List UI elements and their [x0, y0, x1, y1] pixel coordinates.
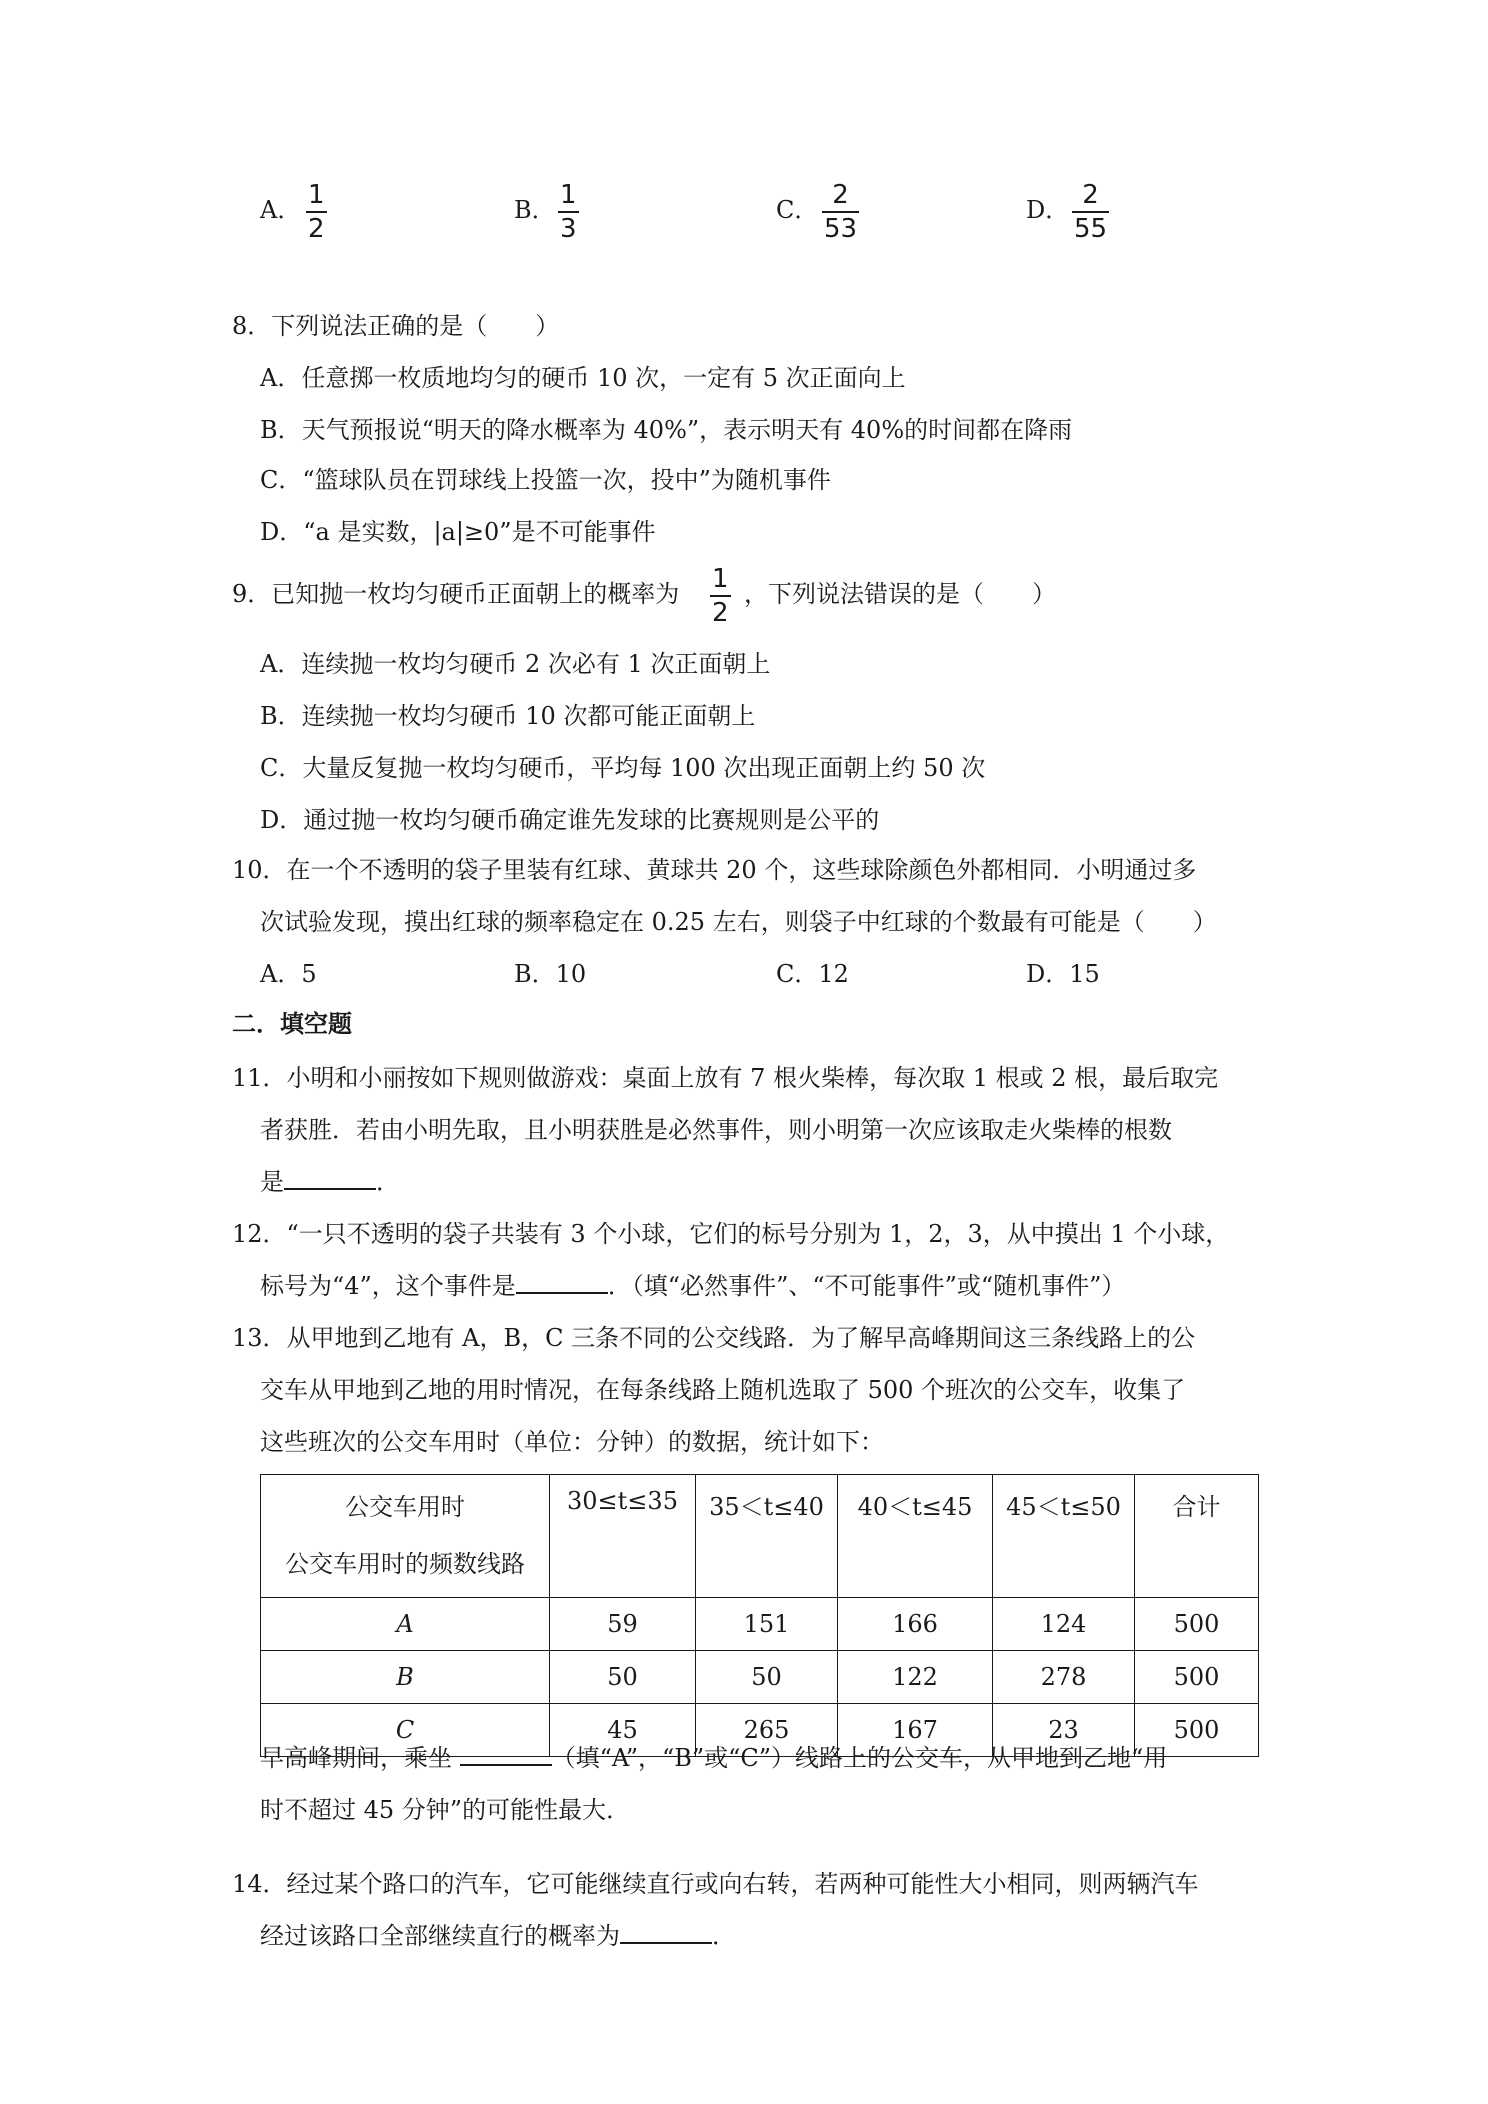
route-label: C [261, 1704, 550, 1757]
q8-option-d: D．“a 是实数，|a|≥0”是不可能事件 [260, 518, 656, 546]
q7-option-a-fraction [306, 182, 327, 242]
q13-after-line-1 [260, 1746, 1167, 1770]
table-cell: 59 [550, 1598, 696, 1651]
table-cell: 50 [550, 1651, 696, 1704]
table-cell: 278 [993, 1651, 1135, 1704]
table-row [261, 1651, 1259, 1704]
q13-line-3: 这些班次的公交车用时（单位：分钟）的数据，统计如下： [260, 1428, 884, 1456]
q11-line-3 [260, 1170, 400, 1194]
table-cell: 124 [993, 1598, 1135, 1651]
q13-after-after: （填“A”，“B”或“C”）线路上的公交车，从甲地到乙地“用 [551, 1744, 1168, 1772]
q11-line-2: 者获胜．若由小明先取，且小明获胜是必然事件，则小明第一次应该取走火柴棒的根数 [260, 1116, 1172, 1144]
route-label: B [261, 1651, 550, 1704]
q7-option-d-fraction [1072, 182, 1109, 242]
fraction-denominator: 55 [1074, 214, 1108, 244]
answer-blank[interactable] [460, 1764, 552, 1766]
bus-time-frequency-table [260, 1474, 1259, 1757]
q11-line-3-after: ． [376, 1168, 400, 1196]
q13-line-1: 13．从甲地到乙地有 A，B，C 三条不同的公交线路．为了解早高峰期间这三条线路上的公 [232, 1324, 1196, 1352]
q9-stem [232, 582, 679, 606]
table-header-cell: 45＜t≤50 [993, 1475, 1135, 1598]
fraction-numerator: 1 [308, 180, 325, 210]
fraction-denominator: 3 [560, 214, 577, 244]
q7-option-b-fraction [558, 182, 579, 242]
q9-option-d: D．通过抛一枚均匀硬币确定谁先发球的比赛规则是公平的 [260, 806, 880, 834]
q7-option-a-letter: A． [260, 196, 302, 224]
q14-line-2 [260, 1924, 736, 1948]
table-header-cell: 合计 [1135, 1475, 1259, 1598]
q9-option-a: A．连续抛一枚均匀硬币 2 次必有 1 次正面朝上 [260, 650, 771, 678]
q10-line-2: 次试验发现，摸出红球的频率稳定在 0.25 左右，则袋子中红球的个数最有可能是（ ） [260, 908, 1217, 936]
q13-after-line-2: 时不超过 45 分钟”的可能性最大． [260, 1796, 631, 1824]
table-cell: 151 [696, 1598, 838, 1651]
table-cell: 265 [696, 1704, 838, 1757]
table-cell: 500 [1135, 1598, 1259, 1651]
q7-option-c-letter: C． [776, 196, 819, 224]
table-cell: 23 [993, 1704, 1135, 1757]
fraction-numerator: 2 [1082, 180, 1099, 210]
q9-stem-before: 9．已知抛一枚均匀硬币正面朝上的概率为 [232, 580, 680, 608]
q10-option-a: A．5 [260, 960, 317, 988]
q12-line-2-after: ．（填“必然事件”、“不可能事件”或“随机事件”） [607, 1272, 1126, 1300]
q8-option-c: C．“篮球队员在罚球线上投篮一次，投中”为随机事件 [260, 466, 831, 494]
table-cell: 45 [550, 1704, 696, 1757]
answer-blank[interactable] [516, 1292, 608, 1294]
corner-label-top: 公交车用时 [345, 1493, 465, 1521]
q12-line-2 [260, 1274, 1125, 1298]
q11-line-3-before: 是 [260, 1168, 284, 1196]
section-heading-fill-in: 二．填空题 [232, 1009, 352, 1038]
fraction-denominator: 2 [712, 598, 729, 628]
table-header-cell: 35＜t≤40 [696, 1475, 838, 1598]
table-header-cell: 30≤t≤35 [550, 1475, 696, 1598]
fraction-denominator: 53 [824, 214, 858, 244]
q10-option-c: C．12 [776, 960, 849, 988]
q12-line-1: 12．“一只不透明的袋子共装有 3 个小球，它们的标号分别为 1，2，3，从中摸出 1 个小球， [232, 1220, 1230, 1248]
table-cell: 166 [838, 1598, 993, 1651]
q14-line-2-before: 经过该路口全部继续直行的概率为 [260, 1922, 620, 1950]
q10-option-d: D．15 [1026, 960, 1100, 988]
q8-option-b: B．天气预报说“明天的降水概率为 40%”，表示明天有 40%的时间都在降雨 [260, 416, 1073, 444]
q8-option-a: A．任意掷一枚质地均匀的硬币 10 次，一定有 5 次正面向上 [260, 364, 906, 392]
table-cell: 500 [1135, 1704, 1259, 1757]
q13-line-2: 交车从甲地到乙地的用时情况，在每条线路上随机选取了 500 个班次的公交车，收集了 [260, 1376, 1186, 1404]
q9-stem-after: ，下列说法错误的是（ ） [744, 580, 1056, 608]
table-cell: 167 [838, 1704, 993, 1757]
table-header-cell: 40＜t≤45 [838, 1475, 993, 1598]
answer-blank[interactable] [284, 1188, 376, 1190]
fraction-denominator: 2 [308, 214, 325, 244]
q11-line-1: 11．小明和小丽按如下规则做游戏：桌面上放有 7 根火柴棒，每次取 1 根或 2 根，最后取完 [232, 1064, 1219, 1092]
q10-line-1: 10．在一个不透明的袋子里装有红球、黄球共 20 个，这些球除颜色外都相同．小明通过多 [232, 856, 1197, 884]
table-cell: 500 [1135, 1651, 1259, 1704]
q12-line-2-before: 标号为“4”，这个事件是 [260, 1272, 516, 1300]
q7-option-b-letter: B． [514, 196, 556, 224]
answer-blank[interactable] [620, 1942, 712, 1944]
table-cell: 50 [696, 1651, 838, 1704]
table-header-row [261, 1475, 1259, 1598]
fraction-numerator: 1 [560, 180, 577, 210]
corner-label-bottom: 公交车用时的频数线路 [285, 1550, 525, 1578]
fraction-numerator: 2 [832, 180, 849, 210]
q8-stem: 8．下列说法正确的是（ ） [232, 312, 560, 340]
table-cell: 122 [838, 1651, 993, 1704]
q7-option-c-fraction [822, 182, 859, 242]
q13-after-before: 早高峰期间，乘坐 [260, 1744, 460, 1772]
q7-option-d-letter: D． [1026, 196, 1070, 224]
q10-option-b: B．10 [514, 960, 587, 988]
q9-option-b: B．连续抛一枚均匀硬币 10 次都可能正面朝上 [260, 702, 756, 730]
route-label: A [261, 1598, 550, 1651]
table-corner-cell [261, 1475, 550, 1598]
q14-line-1: 14．经过某个路口的汽车，它可能继续直行或向右转，若两种可能性大小相同，则两辆汽车 [232, 1870, 1199, 1898]
q9-fraction [710, 566, 731, 626]
table-row [261, 1598, 1259, 1651]
q14-line-2-after: ． [712, 1922, 736, 1950]
fraction-numerator: 1 [712, 564, 729, 594]
q9-option-c: C．大量反复抛一枚均匀硬币，平均每 100 次出现正面朝上约 50 次 [260, 754, 986, 782]
